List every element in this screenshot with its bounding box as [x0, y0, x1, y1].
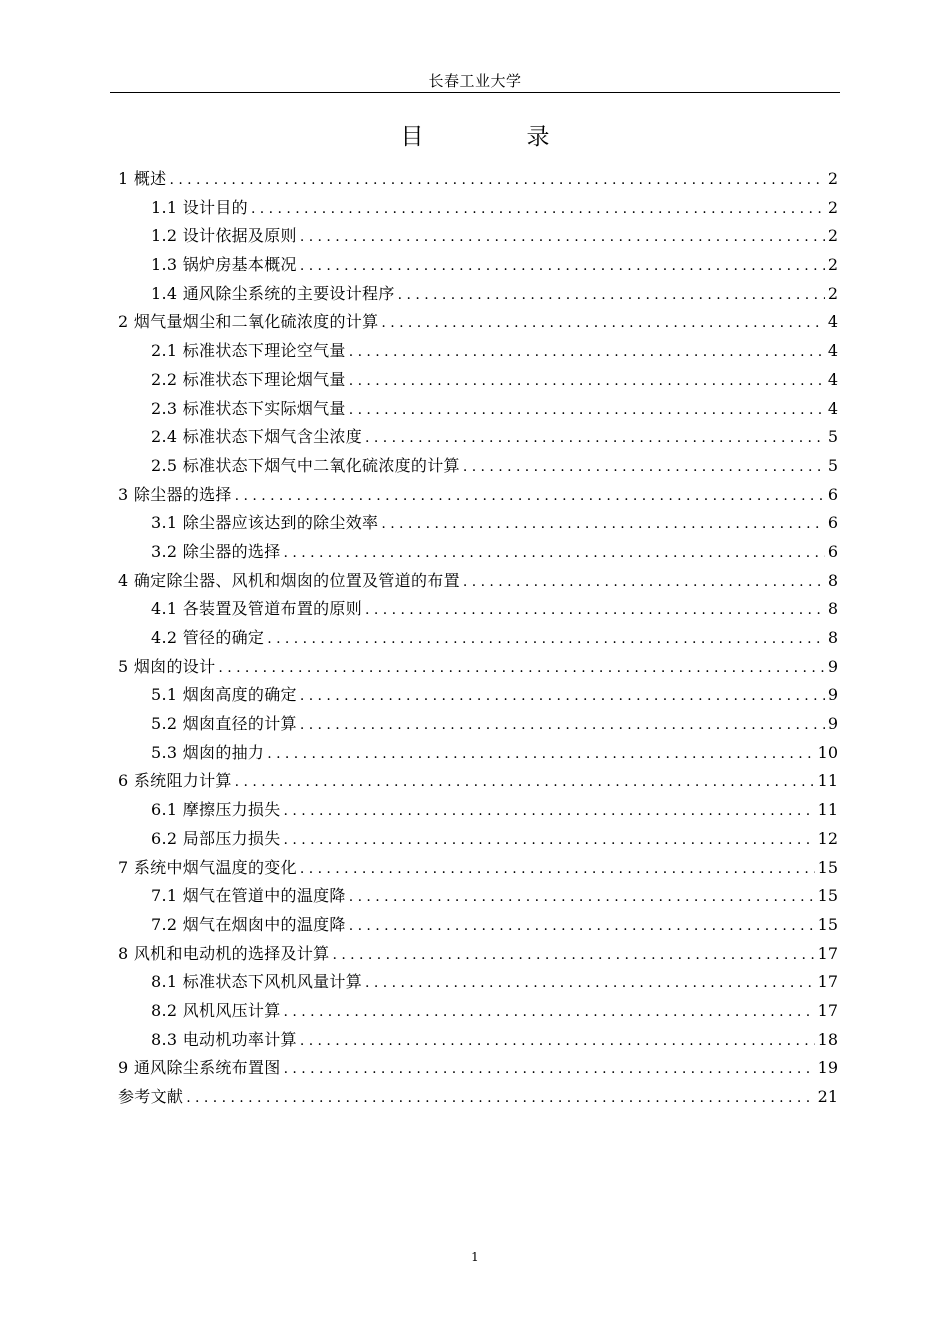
toc-entry-page: 11 [817, 771, 838, 791]
toc-dot-leader [300, 223, 825, 252]
toc-entry-page: 12 [817, 828, 838, 848]
toc-entry[interactable] [118, 308, 838, 337]
toc-dot-leader [300, 682, 825, 711]
toc-entry-page: 9 [827, 685, 838, 705]
toc-entry[interactable] [118, 509, 838, 538]
toc-entry-page: 21 [817, 1087, 838, 1106]
toc-entry-label: 5.1 烟囱高度的确定 [151, 685, 297, 705]
toc-dot-leader [463, 453, 825, 482]
toc-entry-label: 3.2 除尘器的选择 [151, 541, 281, 561]
toc-entry[interactable] [118, 825, 838, 854]
toc-entry-label: 6.1 摩擦压力损失 [151, 800, 281, 820]
toc-entry[interactable] [118, 767, 838, 796]
toc-entry-page: 9 [827, 714, 838, 734]
toc-entry[interactable] [118, 280, 838, 309]
toc-dot-leader [381, 510, 824, 539]
toc-entry[interactable] [118, 710, 838, 739]
page-number: 1 [471, 1250, 479, 1264]
toc-entry-page: 19 [817, 1058, 838, 1078]
toc-entry-label: 2.5 标准状态下烟气中二氧化硫浓度的计算 [151, 455, 460, 475]
toc-entry[interactable] [118, 796, 838, 825]
toc-entry-label: 5.3 烟囱的抽力 [151, 742, 265, 762]
toc-entry-label: 7.1 烟气在管道中的温度降 [151, 886, 346, 906]
toc-entry-page: 2 [827, 255, 838, 275]
toc-dot-leader [186, 1084, 814, 1113]
toc-entry[interactable] [118, 653, 838, 682]
toc-entry-page: 4 [827, 312, 838, 332]
toc-entry-label: 8 风机和电动机的选择及计算 [118, 943, 330, 963]
header-title: 长春工业大学 [428, 72, 522, 90]
toc-entry-label: 5.2 烟囱直径的计算 [151, 714, 297, 734]
toc-entry-label: 4.1 各装置及管道布置的原则 [151, 599, 363, 619]
toc-dot-leader [349, 396, 825, 425]
toc-entry[interactable] [118, 165, 838, 194]
table-of-contents [118, 165, 838, 1112]
toc-entry-label: 4 确定除尘器、风机和烟囱的位置及管道的布置 [118, 570, 460, 590]
toc-entry-page: 8 [827, 570, 838, 590]
toc-entry[interactable] [118, 624, 838, 653]
toc-entry-label: 2.3 标准状态下实际烟气量 [151, 398, 346, 418]
toc-dot-leader [284, 826, 815, 855]
toc-entry-label: 1.1 设计目的 [151, 197, 248, 217]
toc-dot-leader [365, 424, 825, 453]
toc-dot-leader [218, 654, 824, 683]
toc-entry[interactable] [118, 595, 838, 624]
toc-entry[interactable] [118, 739, 838, 768]
toc-entry[interactable] [118, 1083, 838, 1112]
toc-dot-leader [300, 855, 815, 884]
toc-entry-page: 15 [817, 857, 838, 877]
toc-dot-leader [349, 883, 815, 912]
toc-dot-leader [332, 941, 814, 970]
toc-entry-page: 9 [827, 656, 838, 676]
toc-entry-page: 10 [817, 742, 838, 762]
toc-dot-leader [349, 338, 825, 367]
toc-entry[interactable] [118, 538, 838, 567]
toc-dot-leader [365, 969, 815, 998]
toc-entry[interactable] [118, 681, 838, 710]
toc-entry-label: 8.3 电动机功率计算 [151, 1029, 297, 1049]
toc-dot-leader [349, 912, 815, 941]
toc-entry-page: 5 [827, 427, 838, 447]
toc-entry-label: 8.2 风机风压计算 [151, 1000, 281, 1020]
toc-entry[interactable] [118, 452, 838, 481]
toc-entry[interactable] [118, 940, 838, 969]
toc-dot-leader [235, 482, 825, 511]
toc-entry-label: 7 系统中烟气温度的变化 [118, 857, 297, 877]
toc-entry-page: 6 [827, 513, 838, 533]
toc-dot-leader [251, 195, 825, 224]
toc-dot-leader [381, 309, 824, 338]
toc-entry-page: 2 [827, 283, 838, 303]
toc-entry-label: 1.2 设计依据及原则 [151, 226, 297, 246]
toc-dot-leader [300, 711, 825, 740]
toc-dot-leader [235, 768, 815, 797]
toc-entry-page: 2 [827, 169, 838, 188]
toc-entry[interactable] [118, 251, 838, 280]
toc-entry-label: 2.2 标准状态下理论烟气量 [151, 369, 346, 389]
toc-entry-label: 2 烟气量烟尘和二氧化硫浓度的计算 [118, 312, 379, 332]
toc-dot-leader [284, 539, 825, 568]
toc-entry[interactable] [118, 366, 838, 395]
toc-dot-leader [398, 281, 825, 310]
toc-entry-label: 1.3 锅炉房基本概况 [151, 255, 297, 275]
toc-entry-label: 4.2 管径的确定 [151, 628, 265, 647]
toc-dot-leader [169, 166, 824, 195]
toc-entry[interactable] [118, 1026, 838, 1055]
toc-entry-page: 4 [827, 369, 838, 389]
toc-entry-label: 6.2 局部压力损失 [151, 828, 281, 848]
toc-entry-page: 6 [827, 541, 838, 561]
toc-entry-label: 1 概述 [118, 169, 167, 188]
toc-entry-label: 7.2 烟气在烟囱中的温度降 [151, 914, 346, 934]
toc-entry[interactable] [118, 911, 838, 940]
toc-entry-page: 18 [817, 1029, 838, 1049]
toc-dot-leader [267, 740, 814, 769]
toc-entry-label: 2.1 标准状态下理论空气量 [151, 341, 346, 361]
toc-entry-page: 17 [817, 972, 838, 992]
toc-entry-label: 2.4 标准状态下烟气含尘浓度 [151, 427, 363, 447]
toc-dot-leader [284, 797, 815, 826]
toc-dot-leader [463, 568, 825, 597]
toc-entry[interactable] [118, 423, 838, 452]
toc-dot-leader [284, 998, 815, 1027]
toc-entry-label: 9 通风除尘系统布置图 [118, 1058, 281, 1078]
toc-dot-leader [267, 625, 825, 654]
toc-entry-page: 15 [817, 914, 838, 934]
toc-entry-page: 8 [827, 599, 838, 619]
toc-entry-page: 17 [817, 1000, 838, 1020]
toc-title: 目 录 [400, 124, 590, 150]
toc-entry-page: 5 [827, 455, 838, 475]
toc-entry-label: 8.1 标准状态下风机风量计算 [151, 972, 363, 992]
toc-entry-label: 3 除尘器的选择 [118, 484, 232, 504]
toc-entry-label: 1.4 通风除尘系统的主要设计程序 [151, 283, 395, 303]
toc-entry-page: 6 [827, 484, 838, 504]
toc-entry-page: 8 [827, 628, 838, 647]
toc-entry-label: 参考文献 [118, 1087, 184, 1106]
toc-entry[interactable] [118, 854, 838, 883]
toc-entry-page: 11 [817, 800, 838, 820]
toc-entry[interactable] [118, 997, 838, 1026]
toc-entry-page: 2 [827, 197, 838, 217]
toc-dot-leader [284, 1055, 815, 1084]
toc-entry-page: 4 [827, 341, 838, 361]
toc-entry-label: 6 系统阻力计算 [118, 771, 232, 791]
toc-entry-page: 17 [817, 943, 838, 963]
toc-entry-label: 5 烟囱的设计 [118, 656, 216, 676]
toc-entry[interactable] [118, 481, 838, 510]
toc-entry-page: 15 [817, 886, 838, 906]
toc-entry-page: 2 [827, 226, 838, 246]
toc-entry-label: 3.1 除尘器应该达到的除尘效率 [151, 513, 379, 533]
toc-entry[interactable] [118, 968, 838, 997]
toc-entry-page: 4 [827, 398, 838, 418]
toc-dot-leader [300, 252, 825, 281]
toc-dot-leader [365, 596, 825, 625]
toc-dot-leader [300, 1027, 815, 1056]
toc-entry[interactable] [118, 567, 838, 596]
page-header [110, 62, 840, 93]
toc-entry[interactable] [118, 337, 838, 366]
toc-dot-leader [349, 367, 825, 396]
toc-entry[interactable] [118, 1054, 838, 1083]
toc-entry[interactable] [118, 194, 838, 223]
toc-entry[interactable] [118, 395, 838, 424]
toc-entry[interactable] [118, 222, 838, 251]
toc-entry[interactable] [118, 882, 838, 911]
